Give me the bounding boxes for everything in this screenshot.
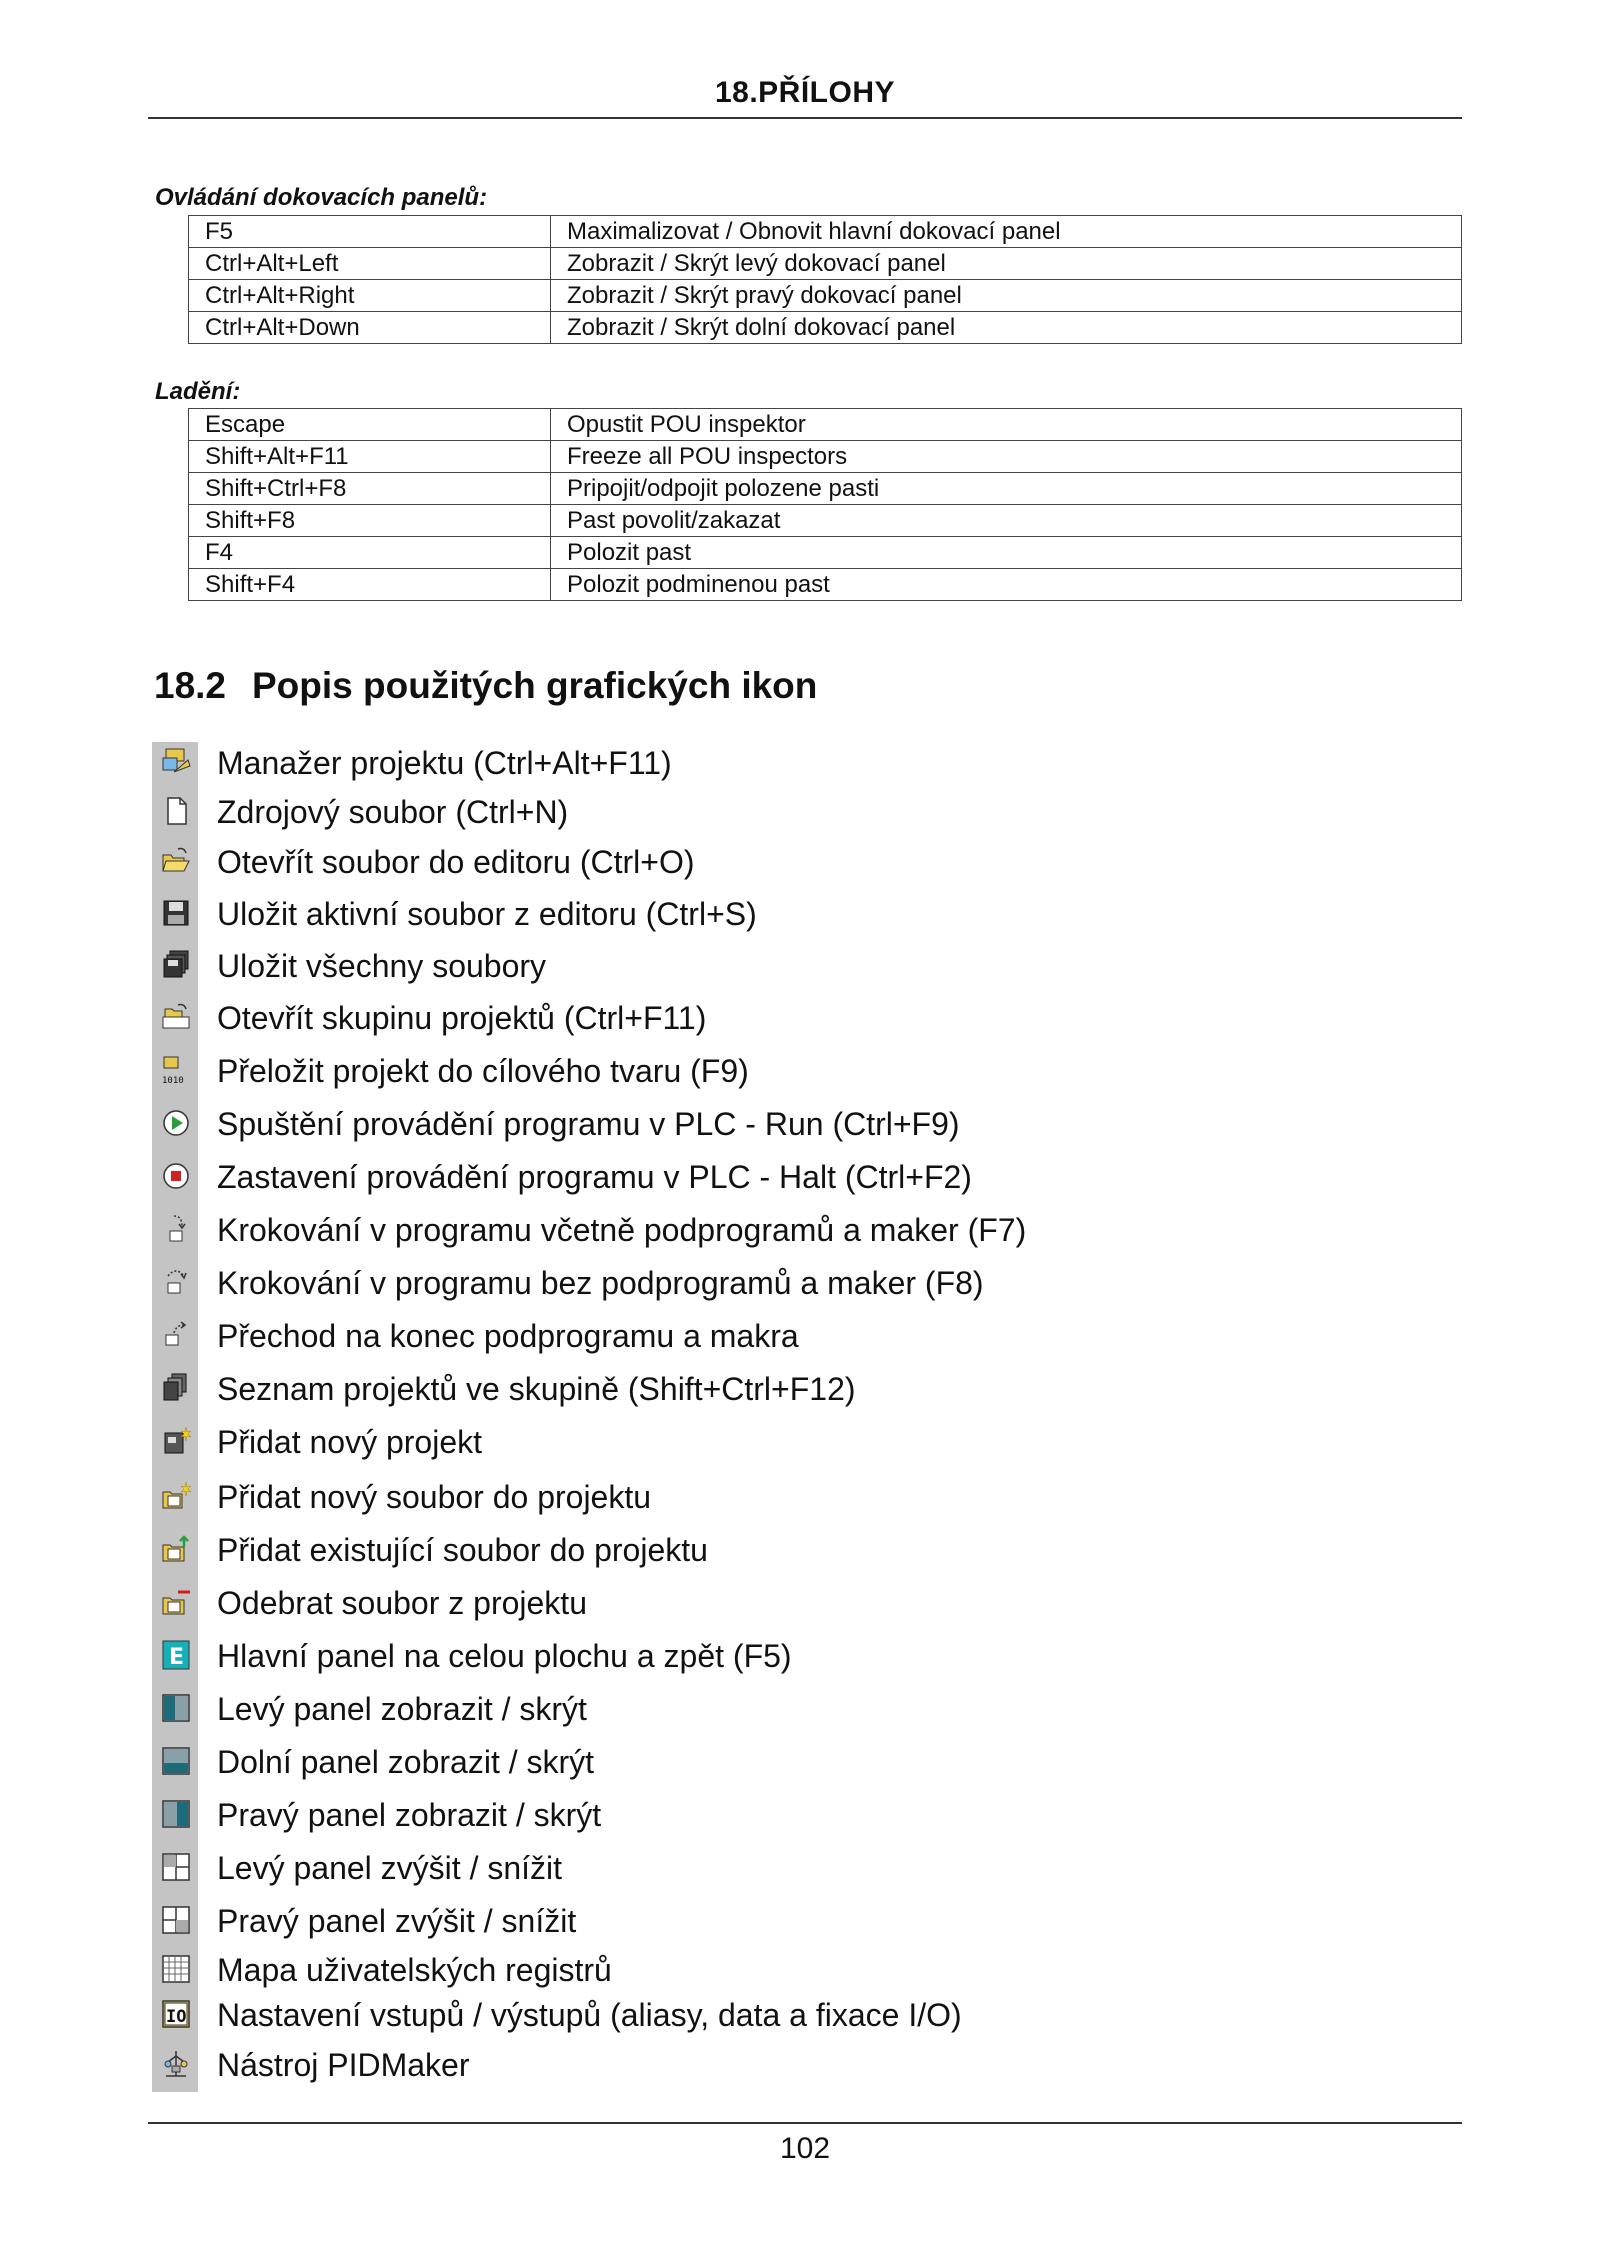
icon-description: Uložit aktivní soubor z editoru (Ctrl+S) bbox=[217, 896, 757, 932]
shortcut-action: Polozit past bbox=[551, 537, 1462, 569]
shortcut-action: Maximalizovat / Obnovit hlavní dokovací panel bbox=[551, 216, 1462, 248]
shortcut-action: Zobrazit / Skrýt levý dokovací panel bbox=[551, 248, 1462, 280]
pidmaker-icon bbox=[160, 2048, 192, 2080]
shortcut-row bbox=[189, 441, 1462, 473]
icon-list-item bbox=[0, 1741, 1100, 1785]
open-folder-icon bbox=[160, 845, 192, 877]
open-group-icon bbox=[160, 1001, 192, 1033]
icon-list-item bbox=[0, 997, 1100, 1041]
shortcut-key: Shift+Ctrl+F8 bbox=[189, 473, 551, 505]
icon-list-item bbox=[0, 1050, 1100, 1094]
svg-text:IO: IO bbox=[166, 2007, 187, 2027]
icon-description: Pravý panel zobrazit / skrýt bbox=[217, 1797, 602, 1833]
header-title: 18.PŘÍLOHY bbox=[714, 76, 896, 109]
icon-description: Otevřít skupinu projektů (Ctrl+F11) bbox=[217, 1000, 707, 1036]
icon-list-item bbox=[0, 1262, 1100, 1306]
icon-list-item bbox=[0, 1794, 1100, 1838]
icon-description: Nastavení vstupů / výstupů (aliasy, data a fixace I/O) bbox=[217, 1997, 962, 2033]
footer-rule bbox=[148, 2122, 1462, 2124]
debug-section-label: Ladění: bbox=[155, 378, 241, 405]
right-panel-resize-icon bbox=[160, 1904, 192, 1936]
icon-description: Odebrat soubor z projektu bbox=[217, 1585, 587, 1621]
shortcut-row bbox=[189, 280, 1462, 312]
icon-list-item bbox=[0, 1529, 1100, 1573]
icon-description: Zastavení provádění programu v PLC - Halt (Ctrl+F2) bbox=[217, 1159, 972, 1195]
icon-list-item bbox=[0, 1635, 1100, 1679]
icon-description: Manažer projektu (Ctrl+Alt+F11) bbox=[217, 745, 672, 781]
docking-section-label: Ovládání dokovacích panelů: bbox=[155, 184, 488, 211]
icon-description: Nástroj PIDMaker bbox=[217, 2047, 470, 2083]
icon-description: Levý panel zobrazit / skrýt bbox=[217, 1691, 587, 1727]
add-existing-file-icon bbox=[160, 1533, 192, 1565]
shortcut-key: Shift+F8 bbox=[189, 505, 551, 537]
shortcut-row bbox=[189, 473, 1462, 505]
right-panel-icon bbox=[160, 1798, 192, 1830]
icon-list-item bbox=[0, 1688, 1100, 1732]
section-heading bbox=[154, 665, 817, 707]
shortcut-action: Past povolit/zakazat bbox=[551, 505, 1462, 537]
icon-list-item bbox=[0, 1582, 1100, 1626]
icon-list-item bbox=[0, 1421, 1100, 1465]
save-all-icon bbox=[160, 949, 192, 981]
shortcut-row bbox=[189, 409, 1462, 441]
main-panel-icon bbox=[160, 1639, 192, 1671]
icon-list-item bbox=[0, 1949, 1100, 1993]
bottom-panel-icon bbox=[160, 1745, 192, 1777]
add-project-icon bbox=[160, 1425, 192, 1457]
docking-shortcuts-table bbox=[188, 215, 1462, 344]
icon-description: Zdrojový soubor (Ctrl+N) bbox=[217, 794, 569, 830]
shortcut-row bbox=[189, 505, 1462, 537]
icon-description: Přidat nový soubor do projektu bbox=[217, 1479, 652, 1515]
shortcut-action: Polozit podminenou past bbox=[551, 569, 1462, 601]
shortcut-action: Pripojit/odpojit polozene pasti bbox=[551, 473, 1462, 505]
icon-list-item bbox=[0, 1209, 1100, 1253]
icon-description: Přeložit projekt do cílového tvaru (F9) bbox=[217, 1053, 749, 1089]
icon-description: Seznam projektů ve skupině (Shift+Ctrl+F12) bbox=[217, 1371, 856, 1407]
svg-text:E: E bbox=[169, 1645, 185, 1670]
icon-description: Pravý panel zvýšit / snížit bbox=[217, 1903, 577, 1939]
step-out-icon bbox=[160, 1319, 192, 1351]
save-icon bbox=[160, 897, 192, 929]
page-number: 102 bbox=[779, 2132, 831, 2165]
icon-list-item bbox=[0, 1994, 1100, 2038]
new-file-icon bbox=[160, 795, 192, 827]
icon-description: Přidat nový projekt bbox=[217, 1424, 483, 1460]
icon-list-item bbox=[0, 893, 1100, 937]
icon-list-item bbox=[0, 1476, 1100, 1520]
icon-description: Dolní panel zobrazit / skrýt bbox=[217, 1744, 595, 1780]
icon-list-item bbox=[0, 841, 1100, 885]
icon-list-item bbox=[0, 791, 1100, 835]
icon-list-item bbox=[0, 2044, 1100, 2088]
shortcut-row bbox=[189, 248, 1462, 280]
svg-text:1010: 1010 bbox=[162, 1076, 184, 1086]
halt-icon bbox=[160, 1160, 192, 1192]
icon-list-item bbox=[0, 945, 1100, 989]
add-new-file-icon bbox=[160, 1480, 192, 1512]
shortcut-key: Ctrl+Alt+Down bbox=[189, 312, 551, 344]
step-over-icon bbox=[160, 1266, 192, 1298]
icon-description: Přidat existující soubor do projektu bbox=[217, 1532, 708, 1568]
icon-description: Levý panel zvýšit / snížit bbox=[217, 1850, 563, 1886]
remove-file-icon bbox=[160, 1586, 192, 1618]
io-settings-icon bbox=[160, 1998, 192, 2030]
compile-icon bbox=[160, 1054, 192, 1086]
shortcut-key: F5 bbox=[189, 216, 551, 248]
icon-description: Mapa uživatelských registrů bbox=[217, 1952, 612, 1988]
icon-description: Otevřít soubor do editoru (Ctrl+O) bbox=[217, 844, 695, 880]
left-panel-resize-icon bbox=[160, 1851, 192, 1883]
icon-list-item bbox=[0, 742, 1100, 786]
header-rule bbox=[148, 117, 1462, 119]
icon-description: Hlavní panel na celou plochu a zpět (F5) bbox=[217, 1638, 792, 1674]
icon-list-item bbox=[0, 1103, 1100, 1147]
shortcut-key: Ctrl+Alt+Right bbox=[189, 280, 551, 312]
shortcut-row bbox=[189, 312, 1462, 344]
register-map-icon bbox=[160, 1953, 192, 1985]
shortcut-action: Freeze all POU inspectors bbox=[551, 441, 1462, 473]
icon-description: Uložit všechny soubory bbox=[217, 948, 547, 984]
shortcut-action: Zobrazit / Skrýt pravý dokovací panel bbox=[551, 280, 1462, 312]
icon-description: Spuštění provádění programu v PLC - Run (Ctrl+F9) bbox=[217, 1106, 960, 1142]
icon-list-item bbox=[0, 1368, 1100, 1412]
project-list-icon bbox=[160, 1372, 192, 1404]
shortcut-action: Zobrazit / Skrýt dolní dokovací panel bbox=[551, 312, 1462, 344]
debug-shortcuts-table bbox=[188, 408, 1462, 601]
shortcut-row bbox=[189, 569, 1462, 601]
left-panel-icon bbox=[160, 1692, 192, 1724]
icon-description: Přechod na konec podprogramu a makra bbox=[217, 1318, 799, 1354]
icon-list-item bbox=[0, 1156, 1100, 1200]
icon-list-item bbox=[0, 1847, 1100, 1891]
step-into-icon bbox=[160, 1213, 192, 1245]
shortcut-key: Escape bbox=[189, 409, 551, 441]
shortcut-row bbox=[189, 216, 1462, 248]
icon-description: Krokování v programu bez podprogramů a maker (F8) bbox=[217, 1265, 984, 1301]
shortcut-row bbox=[189, 537, 1462, 569]
shortcut-action: Opustit POU inspektor bbox=[551, 409, 1462, 441]
icon-description: Krokování v programu včetně podprogramů a maker (F7) bbox=[217, 1212, 1027, 1248]
project-manager-icon bbox=[160, 746, 192, 778]
shortcut-key: Shift+Alt+F11 bbox=[189, 441, 551, 473]
shortcut-key: Ctrl+Alt+Left bbox=[189, 248, 551, 280]
run-icon bbox=[160, 1107, 192, 1139]
icon-list-item bbox=[0, 1900, 1100, 1944]
section-number: 18.2 bbox=[154, 665, 227, 706]
shortcut-key: F4 bbox=[189, 537, 551, 569]
section-title: Popis použitých grafických ikon bbox=[252, 665, 818, 706]
icon-list-item bbox=[0, 1315, 1100, 1359]
shortcut-key: Shift+F4 bbox=[189, 569, 551, 601]
